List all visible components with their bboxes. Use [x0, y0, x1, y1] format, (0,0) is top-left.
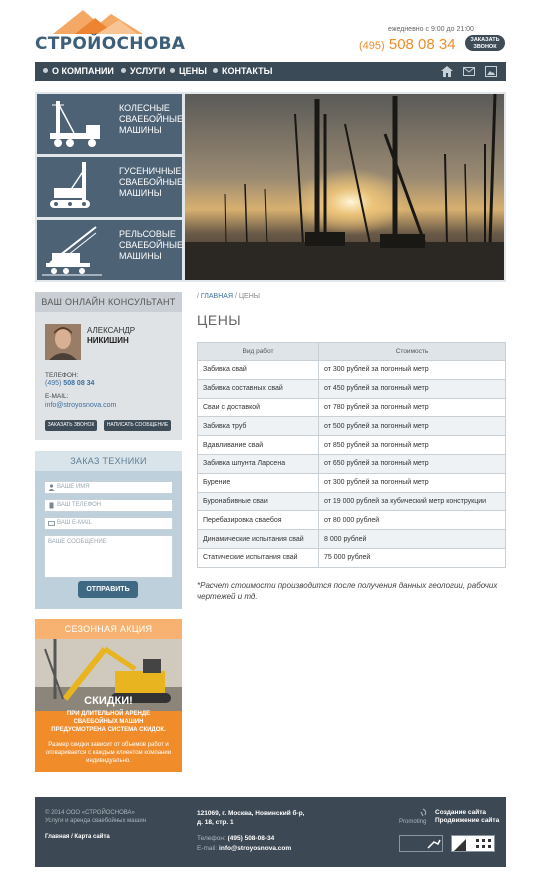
consultant-name: АЛЕКСАНДР НИКИШИН — [87, 326, 136, 345]
service-cell: Статические испытания свай — [198, 548, 319, 567]
table-row — [198, 417, 506, 436]
construction-site-photo — [185, 94, 504, 280]
nav-item-label: О КОМПАНИИ — [52, 66, 114, 76]
footer-link-home[interactable]: Главная — [45, 834, 70, 840]
page-title: ЦЕНЫ — [197, 312, 242, 328]
name-field[interactable]: ВАШЕ ИМЯ — [44, 481, 173, 494]
crawler-pile-driver-icon — [40, 160, 112, 214]
price-table — [197, 342, 506, 568]
price-cell: от 19 000 рублей за кубический метр конструкции — [319, 492, 506, 511]
table-row — [198, 379, 506, 398]
counter-badge[interactable] — [399, 835, 443, 852]
mail-icon[interactable] — [463, 66, 475, 77]
bullet-icon — [43, 68, 48, 73]
nav-item-services[interactable] — [121, 62, 165, 81]
service-cell: Забивка труб — [198, 417, 319, 436]
phone-field[interactable]: ВАШ ТЕЛЕФОН — [44, 499, 173, 512]
site-footer — [35, 797, 506, 867]
table-row — [198, 492, 506, 511]
avatar — [45, 324, 81, 360]
service-cell: Вдавливание свай — [198, 436, 319, 455]
write-message-button[interactable]: НАПИСАТЬ СООБЩЕНИЕ — [104, 420, 171, 431]
nav-item-label: КОНТАКТЫ — [222, 66, 273, 76]
promoting-brand: Promoting — [399, 819, 427, 825]
consultant-title: ВАШ ОНЛАЙН КОНСУЛЬТАНТ — [35, 292, 182, 312]
consultant-phone[interactable]: (495) 508 08 34 — [45, 380, 95, 387]
consultant-email[interactable]: info@stroyosnova.com — [45, 402, 117, 409]
machine-label: КОЛЕСНЫЕ СВАЕБОЙНЫЕ МАШИНЫ — [119, 103, 183, 135]
table-row — [198, 436, 506, 455]
breadcrumb-current: ЦЕНЫ — [238, 293, 260, 300]
order-call-button[interactable]: ЗАКАЗАТЬ ЗВОНОК — [45, 420, 97, 431]
callback-label-1: ЗАКАЗАТЬ — [470, 37, 500, 43]
nav-item-label: УСЛУГИ — [130, 66, 166, 76]
service-cell: Динамические испытания свай — [198, 530, 319, 549]
phone-code: (495) — [359, 40, 385, 52]
developer-credits[interactable]: Создание сайта Продвижение сайта — [435, 809, 500, 824]
column-header-service: Вид работ — [198, 343, 319, 361]
callback-button[interactable] — [465, 35, 505, 51]
bullet-icon — [213, 68, 218, 73]
table-row — [198, 398, 506, 417]
user-icon — [48, 484, 55, 491]
service-cell: Забивка свай — [198, 361, 319, 380]
counter-badge[interactable] — [451, 835, 495, 852]
main-nav — [35, 62, 506, 81]
price-cell: от 650 рублей за погонный метр — [319, 454, 506, 473]
phone-number: 508 08 34 — [388, 36, 456, 53]
footer-link-sitemap[interactable]: Карта сайта — [74, 834, 110, 840]
breadcrumb: / ГЛАВНАЯ / ЦЕНЫ — [197, 293, 260, 300]
promo-lead: ПРИ ДЛИТЕЛЬНОЙ АРЕНДЕ СВАЕБОЙНЫХ МАШИН ПРЕДУСМОТРЕНА СИСТЕМА СКИДОК. — [51, 711, 166, 733]
breadcrumb-home[interactable]: ГЛАВНАЯ — [200, 293, 233, 300]
price-cell: от 850 рублей за погонный метр — [319, 436, 506, 455]
image-icon[interactable] — [485, 66, 497, 77]
header-phone[interactable] — [359, 36, 456, 53]
bullet-icon — [121, 68, 126, 73]
service-cell: Забивка шпунта Ларсена — [198, 454, 319, 473]
price-cell: от 300 рублей за погонный метр — [319, 361, 506, 380]
footer-links: Главная / Карта сайта — [45, 834, 110, 840]
price-cell: от 80 000 рублей — [319, 511, 506, 530]
price-cell: от 450 рублей за погонный метр — [319, 379, 506, 398]
rail-pile-driver-icon — [40, 223, 112, 277]
site-logo[interactable] — [35, 8, 185, 56]
email-label: E-MAIL: — [45, 393, 69, 400]
table-row — [198, 548, 506, 567]
footer-contacts: Телефон: (495) 508-08-34 E-mail: info@stroyosnova.com — [197, 835, 292, 852]
price-cell: от 780 рублей за погонный метр — [319, 398, 506, 417]
machine-rail[interactable] — [37, 220, 182, 280]
promo-title: СЕЗОННАЯ АКЦИЯ — [35, 619, 182, 639]
consultant-panel — [35, 292, 182, 440]
hero-banner — [35, 92, 506, 282]
machine-crawler[interactable] — [37, 157, 182, 217]
work-hours: ежедневно с 9:00 до 21:00 — [388, 26, 474, 33]
message-field[interactable]: ВАШЕ СООБЩЕНИЕ — [44, 535, 173, 578]
nav-item-about[interactable] — [43, 62, 114, 81]
order-title: ЗАКАЗ ТЕХНИКИ — [35, 451, 182, 471]
logo-text: СТРОЙОСНОВА — [35, 34, 186, 54]
callback-label-2: ЗВОНОК — [473, 43, 497, 50]
pricing-note: *Расчет стоимости производится после получения данных геологии, рабочих чертежей и тд. — [197, 581, 498, 601]
table-row — [198, 511, 506, 530]
logo-mountains-icon — [53, 8, 143, 34]
stats-badge-icon — [452, 836, 496, 853]
table-row — [198, 473, 506, 492]
table-row — [198, 361, 506, 380]
price-cell: от 500 рублей за погонный метр — [319, 417, 506, 436]
copyright: © 2014 ООО «СТРОЙОСНОВА» Услуги и аренда сваебойных машин — [45, 810, 147, 824]
machine-wheeled[interactable] — [37, 94, 182, 154]
chart-badge-icon — [400, 836, 444, 853]
footer-email[interactable]: info@stroyosnova.com — [219, 845, 292, 852]
machine-label: ГУСЕНИЧНЫЕ СВАЕБОЙНЫЕ МАШИНЫ — [119, 166, 183, 198]
service-cell: Бурение — [198, 473, 319, 492]
footer-address: 121069, г. Москва, Новинский б-р, д. 18, стр. 1 — [197, 810, 305, 826]
phone-icon — [48, 502, 55, 509]
service-cell: Перебазировка сваебоя — [198, 511, 319, 530]
table-row — [198, 530, 506, 549]
promo-headline: СКИДКИ! — [84, 695, 133, 707]
submit-button[interactable]: ОТПРАВИТЬ — [78, 581, 138, 598]
email-field[interactable]: ВАШ E-MAIL — [44, 517, 173, 530]
price-cell: 75 000 рублей — [319, 548, 506, 567]
price-cell: 8 000 рублей — [319, 530, 506, 549]
column-header-price: Стоимость — [319, 343, 506, 361]
promo-description: Размер скидки зависит от объемов работ и оговаривается с каждым клиентом компании индивидуально. — [45, 742, 172, 764]
service-cell: Забивка составных свай — [198, 379, 319, 398]
service-cell: Сваи с доставкой — [198, 398, 319, 417]
nav-item-contacts[interactable] — [213, 62, 272, 81]
bullet-icon — [170, 68, 175, 73]
price-cell: от 300 рублей за погонный метр — [319, 473, 506, 492]
phone-label: ТЕЛЕФОН: — [45, 372, 79, 379]
mail-icon — [48, 520, 55, 527]
footer-phone[interactable]: (495) 508-08-34 — [227, 835, 275, 842]
nav-item-prices[interactable] — [170, 62, 207, 81]
service-cell: Буронабивные сваи — [198, 492, 319, 511]
wheeled-pile-driver-icon — [40, 97, 112, 151]
table-row — [198, 454, 506, 473]
home-icon[interactable] — [441, 66, 453, 77]
machine-label: РЕЛЬСОВЫЕ СВАЕБОЙНЫЕ МАШИНЫ — [119, 229, 183, 261]
nav-item-label: ЦЕНЫ — [179, 66, 207, 76]
